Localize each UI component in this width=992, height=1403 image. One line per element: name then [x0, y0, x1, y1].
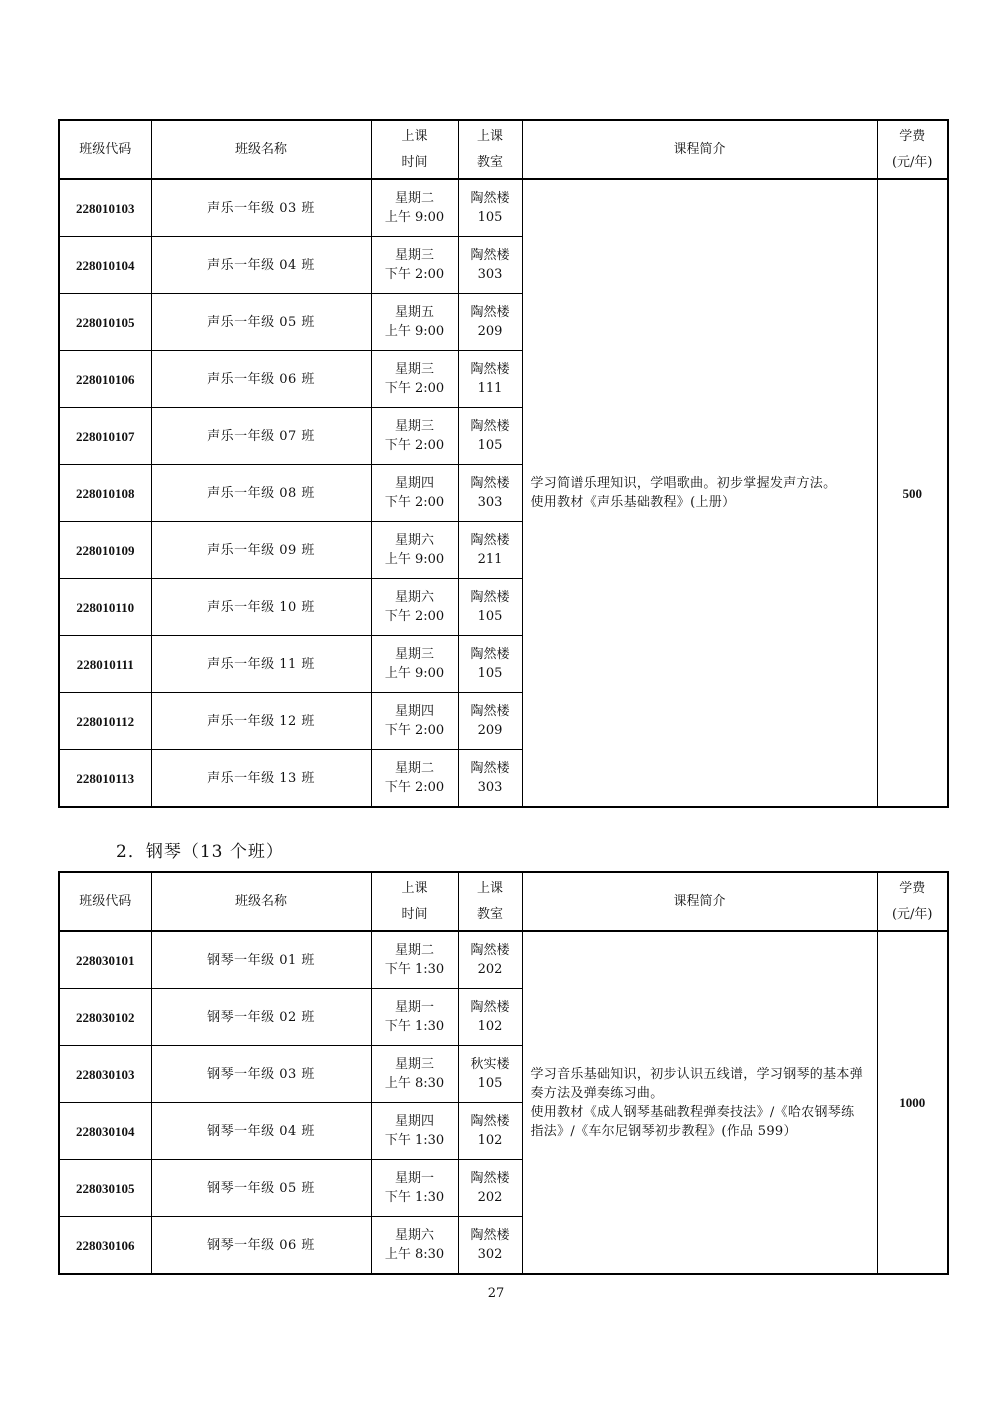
class-time — [371, 1217, 458, 1275]
class-hour: 下午 2:00 — [384, 438, 445, 453]
course-intro-line: 学习简谱乐理知识，学唱歌曲。初步掌握发声方法。 — [530, 476, 837, 491]
class-time — [371, 989, 458, 1046]
classroom — [458, 294, 522, 351]
classroom-building: 陶然楼 — [470, 761, 510, 776]
header-course-intro: 课程简介 — [522, 120, 877, 179]
classroom — [458, 989, 522, 1046]
class-code: 228030103 — [59, 1046, 151, 1103]
classroom-number: 202 — [477, 962, 503, 977]
class-day: 星期四 — [394, 704, 434, 719]
classroom-number: 105 — [477, 210, 503, 225]
classroom-building: 陶然楼 — [470, 1228, 510, 1243]
classroom — [458, 465, 522, 522]
piano-class-table — [58, 871, 949, 1275]
page-number: 27 — [487, 1286, 505, 1301]
class-hour: 下午 2:00 — [384, 267, 445, 282]
class-name: 声乐一年级 05 班 — [151, 294, 371, 351]
class-time — [371, 1103, 458, 1160]
class-code: 228010113 — [59, 750, 151, 808]
classroom — [458, 636, 522, 693]
class-name: 钢琴一年级 01 班 — [151, 931, 371, 989]
course-intro-line: 指法》/《车尔尼钢琴初步教程》(作品 599） — [530, 1123, 797, 1139]
classroom-building: 陶然楼 — [470, 1114, 510, 1129]
classroom — [458, 1046, 522, 1103]
class-code: 228030104 — [59, 1103, 151, 1160]
class-time — [371, 351, 458, 408]
class-time — [371, 693, 458, 750]
class-code: 228010105 — [59, 294, 151, 351]
classroom-building: 陶然楼 — [470, 248, 510, 263]
class-name: 声乐一年级 08 班 — [151, 465, 371, 522]
class-hour: 下午 1:30 — [384, 1190, 445, 1205]
classroom-number: 202 — [477, 1190, 503, 1205]
table-row — [59, 179, 948, 237]
class-hour: 下午 2:00 — [384, 495, 445, 510]
classroom-number: 102 — [477, 1133, 503, 1148]
header-class-name: 班级名称 — [151, 872, 371, 931]
class-day: 星期三 — [394, 419, 434, 434]
classroom-number: 211 — [477, 552, 503, 567]
table-header-row — [59, 872, 948, 931]
class-day: 星期四 — [394, 1114, 434, 1129]
header-tuition: 学费 (元/年) — [877, 120, 948, 179]
class-time — [371, 408, 458, 465]
header-class-time: 上课 时间 — [371, 872, 458, 931]
classroom-number: 105 — [477, 609, 503, 624]
classroom-number: 105 — [477, 438, 503, 453]
header-classroom: 上课 教室 — [458, 872, 522, 931]
classroom-number: 102 — [477, 1019, 503, 1034]
vocal-class-table — [58, 119, 949, 808]
class-time — [371, 237, 458, 294]
class-day: 星期二 — [394, 761, 434, 776]
classroom-number: 209 — [477, 723, 503, 738]
course-intro-line: 奏方法及弹奏练习曲。 — [530, 1085, 664, 1101]
course-intro — [522, 179, 877, 807]
header-class-code: 班级代码 — [59, 872, 151, 931]
class-time — [371, 522, 458, 579]
classroom-number: 302 — [477, 1247, 503, 1262]
classroom-building: 陶然楼 — [470, 943, 510, 958]
class-name: 声乐一年级 03 班 — [151, 179, 371, 237]
class-name: 声乐一年级 06 班 — [151, 351, 371, 408]
class-hour: 下午 1:30 — [384, 962, 445, 977]
class-code: 228010112 — [59, 693, 151, 750]
class-day: 星期五 — [394, 305, 434, 320]
class-time — [371, 294, 458, 351]
class-name: 声乐一年级 11 班 — [151, 636, 371, 693]
class-name: 声乐一年级 13 班 — [151, 750, 371, 808]
class-day: 星期三 — [394, 248, 434, 263]
course-intro — [522, 931, 877, 1274]
class-name: 钢琴一年级 04 班 — [151, 1103, 371, 1160]
class-name: 声乐一年级 12 班 — [151, 693, 371, 750]
class-name: 钢琴一年级 05 班 — [151, 1160, 371, 1217]
class-name: 钢琴一年级 02 班 — [151, 989, 371, 1046]
header-classroom: 上课 教室 — [458, 120, 522, 179]
course-intro-line: 学习音乐基础知识，初步认识五线谱，学习钢琴的基本弹 — [530, 1066, 864, 1082]
class-hour: 下午 2:00 — [384, 723, 445, 738]
course-intro-line: 使用教材《成人钢琴基础教程弹奏技法》/《哈农钢琴练 — [530, 1104, 855, 1120]
class-code: 228010104 — [59, 237, 151, 294]
class-time — [371, 465, 458, 522]
class-day: 星期一 — [394, 1000, 434, 1015]
class-time — [371, 636, 458, 693]
classroom-number: 303 — [477, 495, 503, 510]
class-code: 228010103 — [59, 179, 151, 237]
class-code: 228010111 — [59, 636, 151, 693]
classroom — [458, 522, 522, 579]
classroom-number: 209 — [477, 324, 503, 339]
tuition-fee: 1000 — [877, 931, 948, 1274]
class-hour: 上午 9:00 — [384, 210, 445, 225]
classroom-number: 105 — [477, 666, 503, 681]
classroom-building: 陶然楼 — [470, 1000, 510, 1015]
class-day: 星期六 — [394, 533, 434, 548]
class-time — [371, 931, 458, 989]
class-time — [371, 579, 458, 636]
class-hour: 下午 1:30 — [384, 1019, 445, 1034]
classroom-building: 陶然楼 — [470, 533, 510, 548]
classroom — [458, 408, 522, 465]
classroom-building: 陶然楼 — [470, 590, 510, 605]
classroom — [458, 351, 522, 408]
class-hour: 下午 2:00 — [384, 780, 445, 795]
table-header-row — [59, 120, 948, 179]
class-name: 声乐一年级 10 班 — [151, 579, 371, 636]
course-intro-line: 使用教材《声乐基础教程》(上册） — [530, 495, 736, 510]
class-hour: 上午 9:00 — [384, 552, 445, 567]
classroom-number: 105 — [477, 1076, 503, 1091]
class-time — [371, 179, 458, 237]
class-hour: 上午 8:30 — [384, 1076, 445, 1091]
classroom-number: 303 — [477, 267, 503, 282]
classroom-building: 陶然楼 — [470, 362, 510, 377]
class-code: 228010109 — [59, 522, 151, 579]
class-hour: 上午 8:30 — [384, 1247, 445, 1262]
class-name: 声乐一年级 04 班 — [151, 237, 371, 294]
class-name: 声乐一年级 07 班 — [151, 408, 371, 465]
classroom — [458, 1217, 522, 1275]
classroom — [458, 1160, 522, 1217]
class-name: 声乐一年级 09 班 — [151, 522, 371, 579]
class-code: 228010107 — [59, 408, 151, 465]
class-day: 星期一 — [394, 1171, 434, 1186]
class-day: 星期二 — [394, 943, 434, 958]
class-day: 星期四 — [394, 476, 434, 491]
classroom-building: 陶然楼 — [470, 1171, 510, 1186]
class-hour: 上午 9:00 — [384, 324, 445, 339]
class-name: 钢琴一年级 06 班 — [151, 1217, 371, 1275]
class-day: 星期三 — [394, 647, 434, 662]
class-code: 228030105 — [59, 1160, 151, 1217]
classroom — [458, 179, 522, 237]
classroom — [458, 693, 522, 750]
classroom-building: 陶然楼 — [470, 191, 510, 206]
class-day: 星期三 — [394, 1057, 434, 1072]
class-code: 228030101 — [59, 931, 151, 989]
class-time — [371, 750, 458, 808]
classroom-number: 111 — [477, 381, 503, 396]
class-day: 星期六 — [394, 590, 434, 605]
class-hour: 下午 2:00 — [384, 609, 445, 624]
class-hour: 下午 2:00 — [384, 381, 445, 396]
class-day: 星期三 — [394, 362, 434, 377]
class-time — [371, 1046, 458, 1103]
classroom-building: 陶然楼 — [470, 305, 510, 320]
class-code: 228030106 — [59, 1217, 151, 1275]
tuition-fee: 500 — [877, 179, 948, 807]
table-row — [59, 931, 948, 989]
section-title-piano: 2．钢琴（13 个班） — [116, 842, 284, 862]
class-code: 228010106 — [59, 351, 151, 408]
classroom-building: 陶然楼 — [470, 704, 510, 719]
classroom — [458, 931, 522, 989]
class-time — [371, 1160, 458, 1217]
class-day: 星期二 — [394, 191, 434, 206]
class-code: 228010110 — [59, 579, 151, 636]
classroom-building: 陶然楼 — [470, 476, 510, 491]
classroom-building: 秋实楼 — [470, 1057, 510, 1072]
header-tuition: 学费 (元/年) — [877, 872, 948, 931]
classroom-building: 陶然楼 — [470, 419, 510, 434]
header-class-name: 班级名称 — [151, 120, 371, 179]
classroom — [458, 1103, 522, 1160]
class-day: 星期六 — [394, 1228, 434, 1243]
class-hour: 上午 9:00 — [384, 666, 445, 681]
classroom-number: 303 — [477, 780, 503, 795]
classroom — [458, 579, 522, 636]
class-name: 钢琴一年级 03 班 — [151, 1046, 371, 1103]
header-course-intro: 课程简介 — [522, 872, 877, 931]
class-code: 228030102 — [59, 989, 151, 1046]
class-code: 228010108 — [59, 465, 151, 522]
classroom — [458, 750, 522, 808]
header-class-code: 班级代码 — [59, 120, 151, 179]
classroom — [458, 237, 522, 294]
classroom-building: 陶然楼 — [470, 647, 510, 662]
header-class-time: 上课 时间 — [371, 120, 458, 179]
class-hour: 下午 1:30 — [384, 1133, 445, 1148]
